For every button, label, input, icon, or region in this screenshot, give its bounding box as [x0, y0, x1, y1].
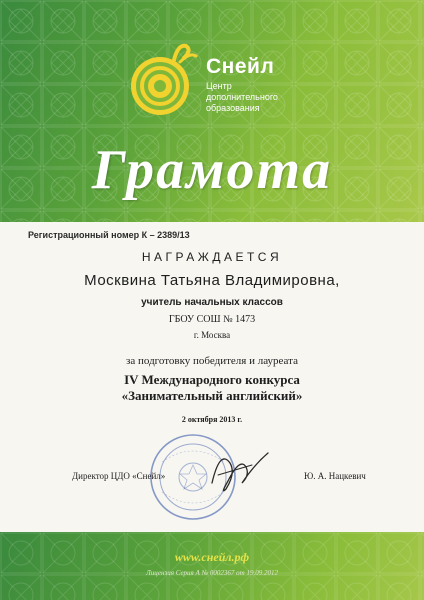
brand-name: Снейл	[206, 55, 275, 78]
director-label: Директор ЦДО «Снейл»	[72, 471, 166, 481]
brand-subtitle-line: образования	[206, 103, 260, 113]
certificate-title: Грамота	[91, 139, 333, 201]
recipient-school: ГБОУ СОШ № 1473	[168, 314, 256, 325]
footer-pattern	[0, 532, 424, 600]
license-text: Лицензия Серия А № 0002367 от 19.09.2012	[146, 569, 278, 577]
recipient-name: Москвина Татьяна Владимировна,	[84, 272, 340, 289]
brand-block	[206, 56, 296, 114]
footer-banner	[0, 532, 424, 600]
contest-name-line2: «Занимательный английский»	[121, 388, 303, 403]
brand-subtitle	[206, 81, 296, 114]
website-link[interactable]: www.снейл.рф	[174, 550, 250, 564]
brand-subtitle-line: Центр	[206, 81, 232, 91]
awarded-label: НАГРАЖДАЕТСЯ	[141, 250, 283, 264]
director-signature	[206, 443, 274, 497]
contest-name-line1: IV Международного конкурса	[124, 372, 300, 387]
recipient-position: учитель начальных классов	[141, 297, 283, 308]
recipient-city: г. Москва	[193, 330, 231, 340]
brand-subtitle-line: дополнительного	[206, 92, 278, 102]
header-banner	[0, 0, 424, 222]
award-date: 2 октября 2013 г.	[181, 415, 243, 424]
registration-number: Регистрационный номер К – 2389/13	[28, 230, 190, 240]
snail-logo-icon	[126, 38, 212, 124]
signer-name: Ю. А. Нацкевич	[304, 471, 366, 481]
award-reason: за подготовку победителя и лауреата	[126, 355, 298, 367]
